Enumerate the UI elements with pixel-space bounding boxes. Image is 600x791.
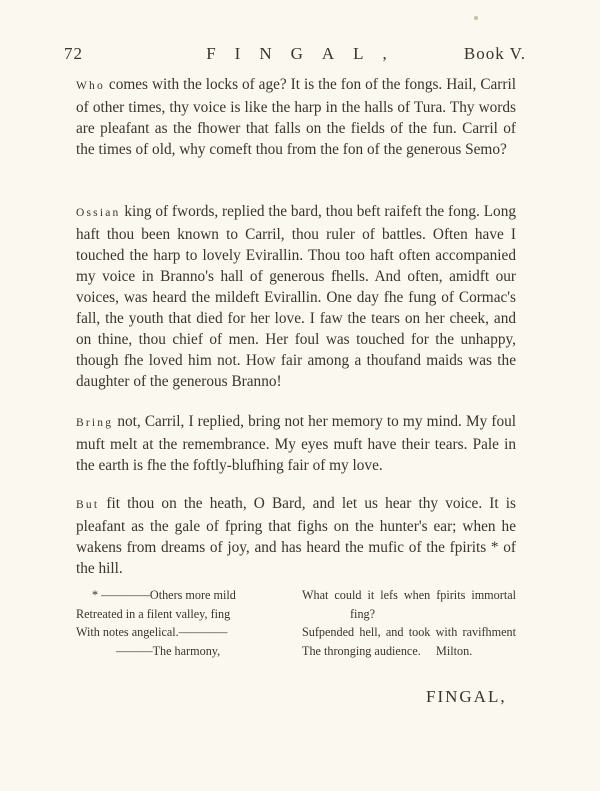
- page-number: 72: [64, 44, 83, 63]
- paragraph-lead: But: [76, 499, 100, 511]
- book-label: Book V.: [463, 44, 526, 63]
- running-header: [64, 44, 526, 70]
- footnote-line: fing?: [350, 606, 376, 621]
- paragraph-lead: Bring: [76, 417, 114, 429]
- footnote-line: ———The harmony,: [116, 643, 221, 658]
- catchword: FINGAL,: [426, 687, 507, 706]
- footnote-right-column: [302, 586, 516, 660]
- footnote-line: Sufpended hell, and took with ravifhment: [302, 625, 516, 640]
- paragraph-text: fit thou on the heath, O Bard, and let us hear thy voice. It is pleafant as the gale of fpring that fighs on the hunter's ear; when he wakens from dreams of joy, and has heard the mufic of the fpirits * of the hill.: [76, 495, 516, 577]
- footnote-line: * ————Others more mild: [92, 588, 236, 602]
- footnote-line: With notes angelical.————: [76, 625, 228, 640]
- paragraph-2: [76, 201, 516, 392]
- paragraph-1: [76, 74, 516, 160]
- paragraph-lead: Who: [76, 80, 105, 92]
- printer-mark: [474, 16, 478, 20]
- paragraph-3: [76, 411, 516, 476]
- paragraph-text: king of fwords, replied the bard, thou beft raifeft the fong. Long haft thou been known to Carril, thou ruler of battles. Often have I touched the harp to lovely Evirallin. Thou too haft often accompanied my voice in Branno's hall of generous fhells. And often, amidft our voices, was heard the mildeft Evirallin. One day fhe fung of Cormac's fall, the youth that died for her love. I faw the tears on her cheek, and on thine, thou chief of men. Her foul was touched for the unhappy, though fhe loved him not. How fair among a thoufand maids was the daughter of the generous Branno!: [76, 203, 516, 390]
- footnote-left-column: [76, 586, 282, 660]
- paragraph-text: comes with the locks of age? It is the fon of the fongs. Hail, Carril of other times, thy voice is like the harp in the halls of Tura. Thy words are pleafant as the fhower that falls on the fields of the fun. Carril of the times of old, why comeft thou from the fon of the generous Semo?: [76, 76, 516, 158]
- footnote-line: Retreated in a filent valley, fing: [76, 606, 231, 621]
- footnote-line: What could it lefs when fpirits immortal: [302, 588, 516, 602]
- footnote-line: The thronging audience. Milton.: [302, 643, 473, 658]
- paragraph-4: [76, 493, 516, 579]
- paragraph-lead: Ossian: [76, 207, 121, 219]
- running-title: FINGAL,: [206, 44, 406, 63]
- paragraph-text: not, Carril, I replied, bring not her memory to my mind. My foul muft melt at the remembrance. My eyes muft have their tears. Pale in the earth is fhe the foftly-blufhing fair of my love.: [76, 413, 516, 474]
